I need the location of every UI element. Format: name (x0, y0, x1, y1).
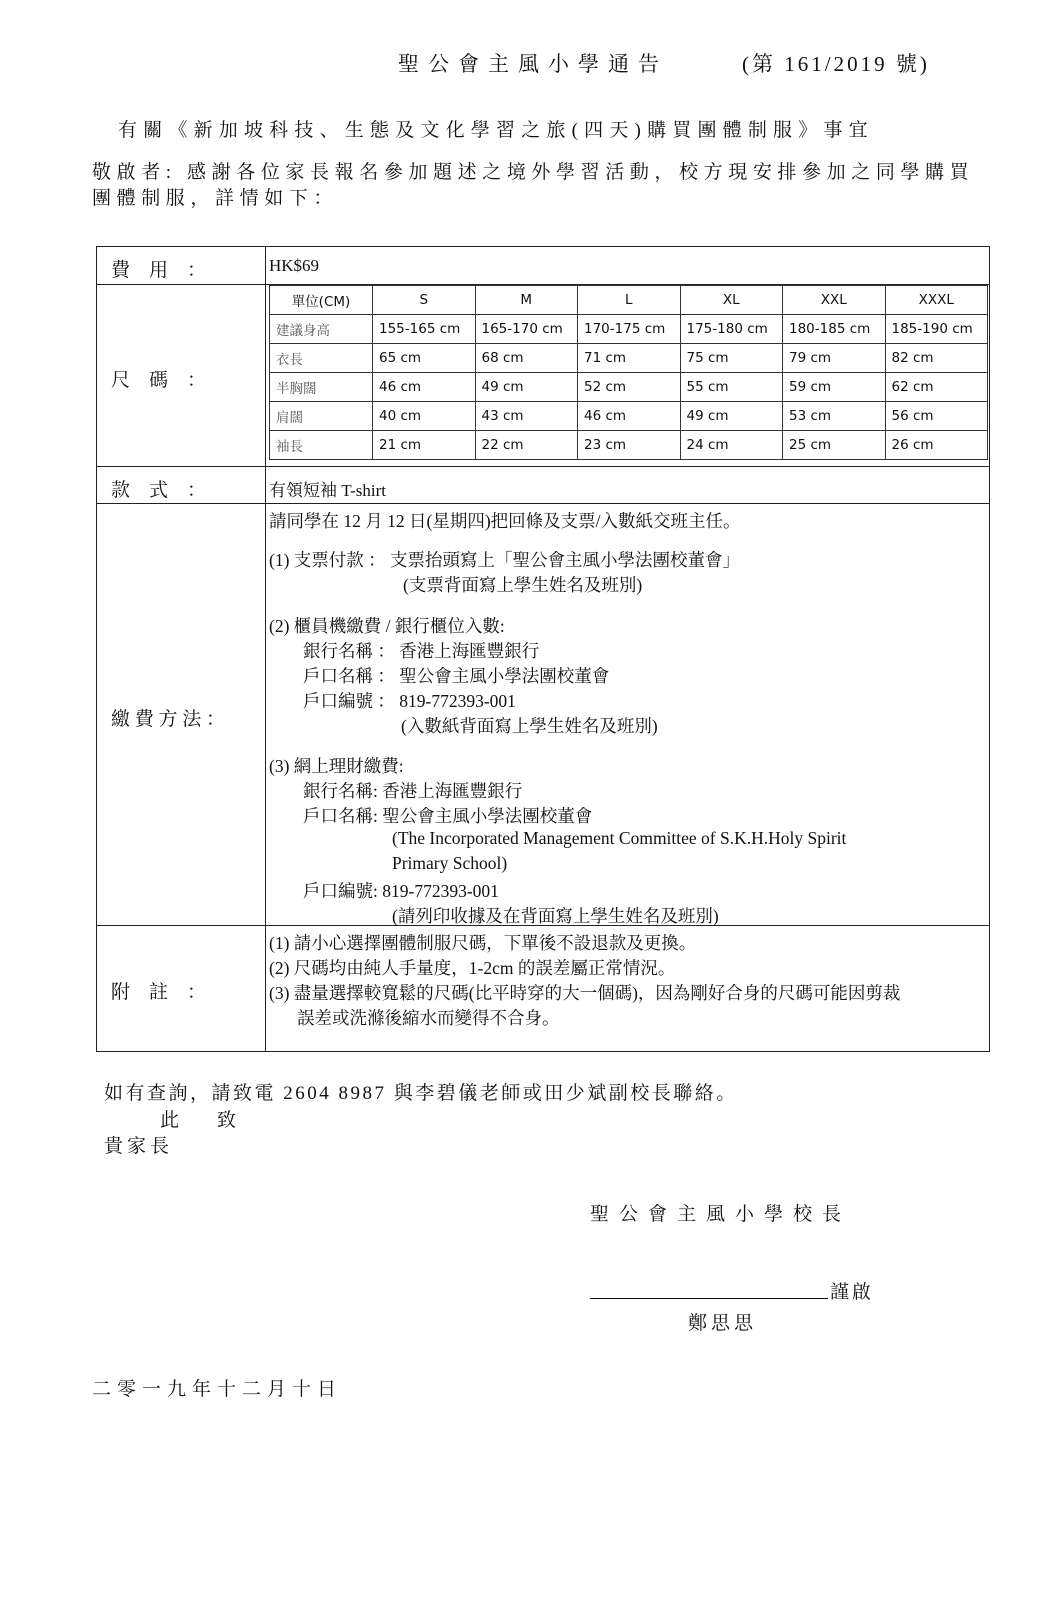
table-cell: 21 cm (373, 431, 476, 460)
table-cell: 55 cm (680, 373, 783, 402)
row-label: 半胸闊 (270, 373, 373, 402)
table-row (270, 373, 988, 402)
row-divider (97, 466, 989, 467)
payment-line: (入數紙背面寫上學生姓名及班別) (401, 716, 658, 736)
payment-line: 戶口名稱: 聖公會主風小學法團校董會 (303, 806, 593, 826)
table-row (270, 344, 988, 373)
size-header-cell: XXXL (885, 286, 988, 315)
table-cell: 52 cm (578, 373, 681, 402)
row-divider (97, 503, 989, 504)
table-cell: 23 cm (578, 431, 681, 460)
size-header-row (270, 286, 988, 315)
table-cell: 155-165 cm (373, 315, 476, 344)
table-cell: 62 cm (885, 373, 988, 402)
notice-title: 聖公會主風小學通告 (398, 52, 668, 76)
sign-suffix: 謹啟 (830, 1282, 875, 1303)
row-label: 衣長 (270, 344, 373, 373)
table-cell: 71 cm (578, 344, 681, 373)
notice-number: (第 161/2019 號) (742, 52, 930, 76)
table-cell: 59 cm (783, 373, 886, 402)
table-cell: 175-180 cm (680, 315, 783, 344)
table-cell: 65 cm (373, 344, 476, 373)
addressee: 貴家長 (104, 1136, 174, 1157)
intro-paragraph: 敬啟者: 感謝各位家長報名參加題述之境外學習活動，校方現安排參加之同學購買團體制服，詳情如下： (92, 162, 975, 209)
table-cell: 75 cm (680, 344, 783, 373)
table-cell: 46 cm (578, 402, 681, 431)
signer-title: 聖公會主風小學校長 (590, 1204, 852, 1225)
row-label: 袖長 (270, 431, 373, 460)
payment-line: (3) 網上理財繳費: (269, 756, 404, 776)
row-label: 肩闊 (270, 402, 373, 431)
remarks-label: 附 註 ： (111, 982, 207, 1003)
notice-date: 二零一九年十二月十日 (92, 1379, 343, 1400)
style-value: 有領短袖 T-shirt (269, 481, 386, 500)
size-header-cell: XL (680, 286, 783, 315)
size-chart (269, 285, 988, 460)
remark-line: (2) 尺碼均由純人手量度，1-2cm 的誤差屬正常情況。 (269, 958, 676, 978)
table-cell: 49 cm (475, 373, 578, 402)
table-cell: 49 cm (680, 402, 783, 431)
payment-line: 請同學在 12 月 12 日(星期四)把回條及支票/入數紙交班主任。 (269, 511, 741, 531)
table-cell: 53 cm (783, 402, 886, 431)
payment-line: Primary School) (392, 853, 508, 873)
table-cell: 180-185 cm (783, 315, 886, 344)
remark-line: 誤差或洗滌後縮水而變得不合身。 (297, 1008, 560, 1028)
size-label: 尺 碼 ： (111, 370, 207, 391)
table-cell: 26 cm (885, 431, 988, 460)
table-cell: 56 cm (885, 402, 988, 431)
payment-line: 銀行名稱 ： 香港上海匯豐銀行 (303, 641, 540, 661)
table-row (270, 315, 988, 344)
table-cell: 165-170 cm (475, 315, 578, 344)
size-header-cell: 單位(CM) (270, 286, 373, 315)
row-label: 建議身高 (270, 315, 373, 344)
payment-line: (2) 櫃員機繳費 / 銀行櫃位入數: (269, 616, 505, 636)
table-cell: 82 cm (885, 344, 988, 373)
size-header-cell: M (475, 286, 578, 315)
table-cell: 24 cm (680, 431, 783, 460)
table-row (270, 402, 988, 431)
table-cell: 25 cm (783, 431, 886, 460)
style-label: 款 式 ： (111, 480, 207, 501)
payment-line: (支票背面寫上學生姓名及班別) (403, 575, 643, 595)
table-cell: 170-175 cm (578, 315, 681, 344)
payment-line: 戶口編號 ： 819-772393-001 (303, 691, 516, 711)
table-cell: 185-190 cm (885, 315, 988, 344)
table-cell: 46 cm (373, 373, 476, 402)
table-cell: 68 cm (475, 344, 578, 373)
payment-line: 戶口編號: 819-772393-001 (303, 881, 499, 901)
size-header-cell: XXL (783, 286, 886, 315)
signer-name: 鄭思思 (688, 1313, 758, 1334)
table-cell: 43 cm (475, 402, 578, 431)
inquiry-text: 如有查詢，請致電 2604 8987 與李碧儀老師或田少斌副校長聯絡。 (104, 1083, 738, 1104)
details-table (96, 246, 990, 1052)
size-header-cell: S (373, 286, 476, 315)
signature-line (590, 1298, 828, 1299)
table-row (270, 431, 988, 460)
payment-line: 戶口名稱 ： 聖公會主風小學法團校董會 (303, 666, 610, 686)
fee-value: HK$69 (269, 256, 320, 275)
notice-subject: 有關《新加坡科技、生態及文化學習之旅(四天)購買團體制服》事宜 (118, 120, 874, 141)
table-cell: 40 cm (373, 402, 476, 431)
payment-line: (1) 支票付款 ： 支票抬頭寫上「聖公會主風小學法團校董會」 (269, 550, 741, 570)
size-header-cell: L (578, 286, 681, 315)
remark-line: (1) 請小心選擇團體制服尺碼，下單後不設退款及更換。 (269, 933, 697, 953)
payment-label: 繳 費 方 法 ： (111, 709, 226, 730)
payment-line: 銀行名稱: 香港上海匯豐銀行 (303, 781, 523, 801)
salutation-line: 此 致 (160, 1110, 237, 1131)
fee-label: 費 用 ： (111, 260, 207, 281)
table-cell: 79 cm (783, 344, 886, 373)
payment-line: (請列印收據及在背面寫上學生姓名及班別) (392, 906, 719, 926)
payment-line: (The Incorporated Management Committee of S.K.H.Holy Spirit (392, 828, 847, 848)
table-divider (265, 247, 266, 1051)
remark-line: (3) 盡量選擇較寬鬆的尺碼(比平時穿的大一個碼)，因為剛好合身的尺碼可能因剪裁 (269, 983, 901, 1003)
table-cell: 22 cm (475, 431, 578, 460)
